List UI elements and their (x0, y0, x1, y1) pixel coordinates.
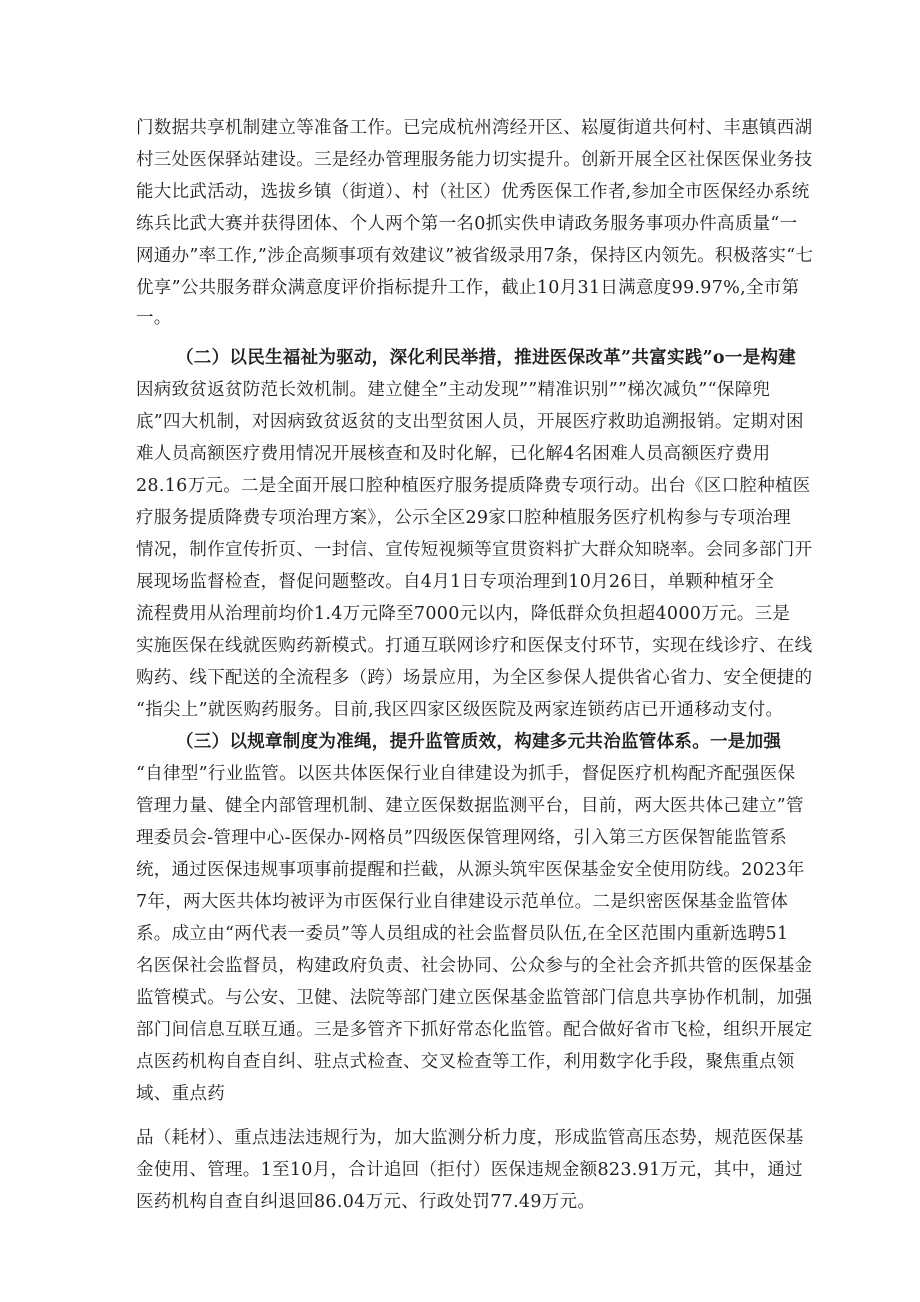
paragraph-3-line-2: “自律型”行业监管。以医共体医保行业自律建设为抓手，督促医疗机构配齐配强医保 (136, 764, 796, 784)
section-3-heading-line: （三）以规章制度为准绳，提升监管质效，构建多元共治监管体系。一是加强 (176, 732, 782, 752)
paragraph-1-line-5: 网通办”率工作,”涉企高频事项有效建议”被省级录用7条，保持区内领先。积极落实“七 (136, 246, 814, 266)
paragraph-1-line-6: 优享”公共服务群众满意度评价指标提升工作，截止10月31日满意度99.97%,全市第 (136, 278, 800, 298)
paragraph-3-line-8: 名医保社会监督员，构建政府负责、社会协同、公众参与的全社会齐抓共管的医保基金 (136, 956, 813, 976)
paragraph-2-line-11: 购药、线下配送的全流程多（跨）场景应用，为全区参保人提供省心省力、安全便捷的 (136, 668, 813, 688)
paragraph-3-line-4: 理委员会-管理中心-医保办-网格员”四级医保管理网络，引入第三方医保智能监管系 (136, 828, 787, 848)
paragraph-2-line-10: 实施医保在线就医购药新模式。打通互联网诊疗和医保支付环节，实现在线诊疗、在线 (136, 636, 813, 656)
paragraph-1-line-7: 一。 (136, 308, 172, 328)
paragraph-2-line-9: 流程费用从治理前均价1.4万元降至7000元以内，降低群众负担超4000万元。三是 (136, 604, 791, 624)
paragraph-1-line-2: 村三处医保驿站建设。三是经办管理服务能力切实提升。创新开展全区社保医保业务技 (136, 150, 813, 170)
paragraph-4-line-3: 医药机构自查自纠退回86.04万元、行政处罚77.49万元。 (136, 1192, 596, 1212)
paragraph-3-line-5: 统，通过医保违规事项事前提醒和拦截，从源头筑牢医保基金安全使用防线。2023年 (136, 860, 805, 880)
paragraph-3-line-3: 管理力量、健全内部管理机制、建立医保数据监测平台，目前，两大医共体己建立”管 (136, 796, 804, 816)
paragraph-1-line-4: 练兵比武大赛并获得团体、个人两个第一名0抓实佚申请政务服务事项办件高质量“一 (136, 214, 798, 234)
paragraph-2-line-12: “指尖上”就医购药服务。目前,我区四家区级医院及两家连锁药店已开通移动支付。 (136, 700, 784, 720)
paragraph-2-line-8: 展现场监督检查，督促问题整改。自4月1日专项治理到10月26日，单颗种植牙全 (136, 572, 775, 592)
paragraph-2-line-5: 28.16万元。二是全面开展口腔种植医疗服务提质降费专项行动。出台《区口腔种植医 (136, 476, 811, 496)
paragraph-1-line-1: 门数据共享机制建立等准备工作。已完成杭州湾经开区、崧厦街道共何村、丰惠镇西湖 (136, 118, 813, 138)
paragraph-2-line-6: 疗服务提质降费专项治理方案》，公示全区29家口腔种植服务医疗机构参与专项治理 (136, 508, 791, 528)
paragraph-2-line-7: 情况，制作宣传折页、一封信、宣传短视频等宣贯资料扩大群众知晓率。会同多部门开 (136, 540, 813, 560)
paragraph-2-line-2: 因病致贫返贫防范长效机制。建立健全”主动发现””精准识别””梯次减负”“保障兜 (136, 380, 771, 400)
paragraph-4-line-1: 品（耗材）、重点违法违规行为，加大监测分析力度，形成监管高压态势，规范医保基 (136, 1128, 804, 1148)
paragraph-3-line-10: 部门间信息互联互通。三是多管齐下抓好常态化监管。配合做好省市飞检，组织开展定 (136, 1020, 813, 1040)
paragraph-2-line-4: 难人员高额医疗费用情况开展核查和及时化解，已化解4名困难人员高额医疗费用 (136, 444, 771, 464)
section-2-heading-line: （二）以民生福祉为驱动，深化利民举措，推进医保改革”共富实践”o一是构建 (176, 348, 797, 368)
paragraph-3-line-6: 7年，两大医共体均被评为市医保行业自律建设示范单位。二是织密医保基金监管体 (136, 892, 789, 912)
paragraph-3-line-11: 点医药机构自查自纠、驻点式检查、交叉检查等工作，利用数字化手段，聚焦重点领 (136, 1052, 795, 1072)
paragraph-2-line-3: 底”四大机制，对因病致贫返贫的支出型贫困人员，开展医疗救助追溯报销。定期对困 (136, 412, 804, 432)
paragraph-3-line-12: 域、重点药 (136, 1084, 225, 1104)
paragraph-3-line-9: 监管模式。与公安、卫健、法院等部门建立医保基金监管部门信息共享协作机制，加强 (136, 988, 813, 1008)
paragraph-3-line-7: 系。成立由“两代表一委员”等人员组成的社会监督员队伍,在全区范围内重新选聘51 (136, 924, 789, 944)
paragraph-1-line-3: 能大比武活动，选拔乡镇（街道）、村（社区）优秀医保工作者,参加全市医保经办系统 (136, 182, 810, 202)
paragraph-4-line-2: 金使用、管理。1至10月，合计追回（拒付）医保违规金额823.91万元，其中，通过 (136, 1160, 803, 1180)
